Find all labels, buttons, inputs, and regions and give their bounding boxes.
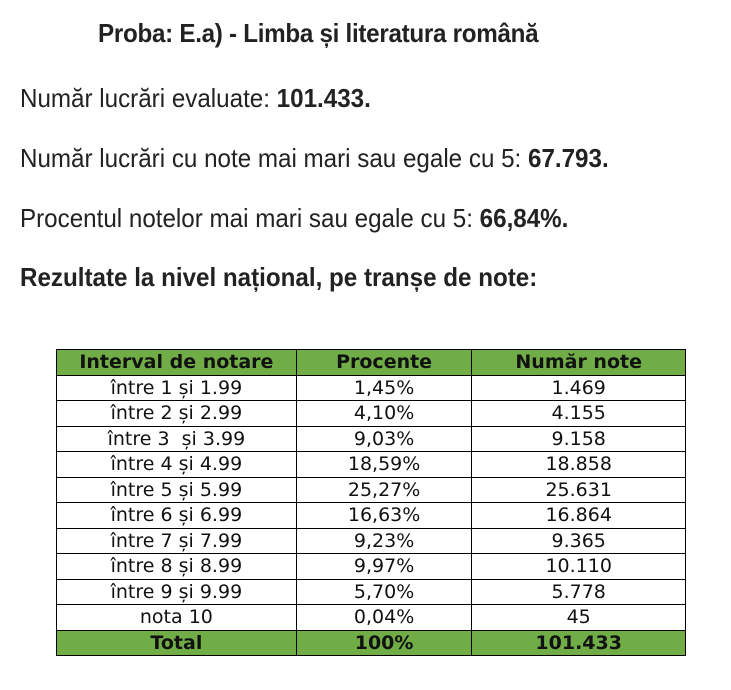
count-cell: 10.110 bbox=[472, 554, 686, 580]
interval-cell: între 8 și 8.99 bbox=[57, 554, 297, 580]
count-cell: 45 bbox=[472, 605, 686, 631]
interval-cell: între 7 și 7.99 bbox=[57, 528, 297, 554]
table-row bbox=[57, 452, 686, 478]
percent-label: Procentul notelor mai mari sau egale cu 5: bbox=[20, 203, 480, 233]
table-row bbox=[57, 401, 686, 427]
percent-cell: 25,27% bbox=[296, 477, 472, 503]
percent-cell: 18,59% bbox=[296, 452, 472, 478]
percent-cell: 0,04% bbox=[296, 605, 472, 631]
percent-cell: 16,63% bbox=[296, 503, 472, 529]
interval-cell: între 6 și 6.99 bbox=[57, 503, 297, 529]
interval-cell: nota 10 bbox=[57, 605, 297, 631]
count-cell: 1.469 bbox=[472, 375, 686, 401]
table-row bbox=[57, 375, 686, 401]
section-heading: Rezultate la nivel național, pe tranșe de note: bbox=[20, 262, 538, 292]
percent-value: 66,84%. bbox=[479, 203, 569, 233]
interval-cell: între 5 și 5.99 bbox=[57, 477, 297, 503]
page-title: Proba: E.a) - Limba și literatura română bbox=[98, 18, 539, 48]
interval-cell: între 2 și 2.99 bbox=[57, 401, 297, 427]
table-body bbox=[57, 375, 686, 656]
interval-cell: între 3 și 3.99 bbox=[57, 426, 297, 452]
table-row bbox=[57, 579, 686, 605]
count-cell: 18.858 bbox=[472, 452, 686, 478]
table-header-row bbox=[57, 350, 686, 376]
count-cell: 9.365 bbox=[472, 528, 686, 554]
total-label-cell: Total bbox=[57, 630, 297, 656]
table-row bbox=[57, 554, 686, 580]
interval-cell: între 9 și 9.99 bbox=[57, 579, 297, 605]
evaluated-label: Număr lucrări evaluate: bbox=[20, 83, 277, 113]
percent-cell: 4,10% bbox=[296, 401, 472, 427]
interval-cell: între 4 și 4.99 bbox=[57, 452, 297, 478]
count-cell: 5.778 bbox=[472, 579, 686, 605]
total-count-cell: 101.433 bbox=[472, 630, 686, 656]
percent-cell: 1,45% bbox=[296, 375, 472, 401]
grades-table bbox=[56, 349, 686, 656]
table-row bbox=[57, 528, 686, 554]
percent-cell: 5,70% bbox=[296, 579, 472, 605]
percent-cell: 9,03% bbox=[296, 426, 472, 452]
count-cell: 25.631 bbox=[472, 477, 686, 503]
total-percent-cell: 100% bbox=[296, 630, 472, 656]
table-row bbox=[57, 605, 686, 631]
table-row bbox=[57, 477, 686, 503]
count-cell: 16.864 bbox=[472, 503, 686, 529]
table-row bbox=[57, 503, 686, 529]
percent-cell: 9,23% bbox=[296, 528, 472, 554]
evaluated-value: 101.433. bbox=[276, 83, 371, 113]
interval-cell: între 1 și 1.99 bbox=[57, 375, 297, 401]
passed-label: Număr lucrări cu note mai mari sau egale cu 5: bbox=[20, 143, 528, 173]
pass-percent-line bbox=[20, 203, 568, 234]
passed-count-line bbox=[20, 143, 609, 174]
count-cell: 9.158 bbox=[472, 426, 686, 452]
header-interval: Interval de notare bbox=[57, 350, 297, 376]
table-total-row bbox=[57, 630, 686, 656]
passed-value: 67.793. bbox=[527, 143, 609, 173]
header-count: Număr note bbox=[472, 350, 686, 376]
count-cell: 4.155 bbox=[472, 401, 686, 427]
evaluated-count-line bbox=[20, 83, 371, 114]
percent-cell: 9,97% bbox=[296, 554, 472, 580]
header-percent: Procente bbox=[296, 350, 472, 376]
table-row bbox=[57, 426, 686, 452]
